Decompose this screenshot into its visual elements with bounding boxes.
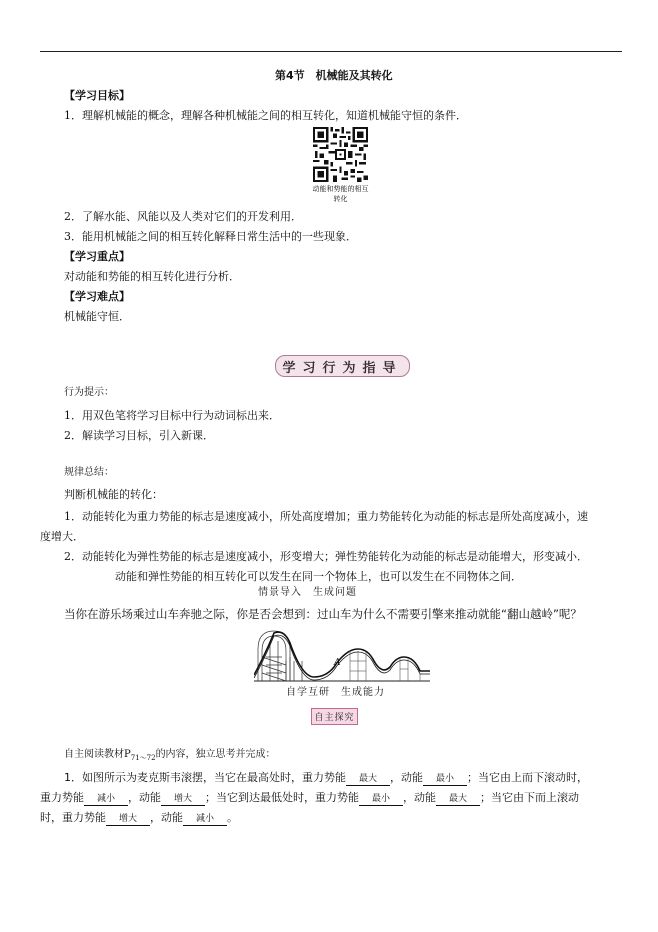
- rules-note: 动能和弹性势能的相互转化可以发生在同一个物体上，也可以发生在不同物体之间．: [115, 570, 522, 583]
- q1-answer-5: 最小: [359, 793, 403, 806]
- rule-item-1-cont: 度增大．: [40, 530, 84, 543]
- q1-answer-4: 增大: [161, 793, 205, 806]
- q1-answer-7: 增大: [106, 813, 150, 826]
- qr-caption: 动能和势能的相互转化: [312, 185, 369, 203]
- section-banner: [275, 355, 410, 377]
- point-a-label: A: [334, 658, 341, 668]
- rules-heading: 规律总结：: [64, 467, 114, 478]
- scene-question: 当你在游乐场乘过山车奔驰之际，你是否会想到：过山车为什么不需要引擎来推动就能“翻山越岭”呢？: [64, 607, 582, 621]
- tip-item-2: 2．解读学习目标，引入新课．: [64, 429, 214, 442]
- goals-heading: 【学习目标】: [64, 89, 130, 102]
- q1-answer-6: 最大: [436, 793, 480, 806]
- tip-item-1: 1．用双色笔将学习目标中行为动词标出来．: [64, 409, 280, 422]
- rule-item-1: 1．动能转化为重力势能的标志是速度减小，所处高度增加；重力势能转化为动能的标志是所处高度减小，速: [64, 510, 588, 523]
- goal-item-2: 2．了解水能、风能以及人类对它们的开发利用．: [64, 210, 302, 223]
- q1-text-1: 1．如图所示为麦克斯韦滚摆，当它在最高处时，重力势能: [64, 771, 346, 784]
- q1-text-10: ，动能: [150, 811, 183, 824]
- key-point-text: 对动能和势能的相互转化进行分析．: [64, 270, 240, 283]
- difficulty-heading: 【学习难点】: [64, 290, 130, 303]
- rules-subheading: 判断机械能的转化：: [64, 488, 163, 501]
- q1-text-2: ，动能: [390, 771, 423, 784]
- badge-text: 自主探究: [314, 713, 355, 723]
- goal-item-1: 1．理解机械能的概念，理解各种机械能之间的相互转化，知道机械能守恒的条件．: [64, 109, 467, 122]
- header-rule: [40, 51, 622, 52]
- question-1-line-3: [40, 808, 238, 828]
- q1-text-7: ，动能: [403, 791, 436, 804]
- question-1-line-1: [64, 768, 588, 788]
- tips-heading: 行为提示：: [64, 387, 114, 398]
- key-point-heading: 【学习重点】: [64, 250, 130, 263]
- intro-pages: 71～72: [130, 754, 156, 762]
- self-study-label: 自学互研 生成能力: [286, 687, 385, 698]
- q1-text-8: ；当它由下而上滚动: [480, 791, 579, 804]
- q1-text-9: 时，重力势能: [40, 811, 106, 824]
- q1-text-11: 。: [227, 811, 238, 824]
- self-study-intro: [64, 748, 276, 765]
- difficulty-text: 机械能守恒．: [64, 310, 130, 323]
- scene-label: 情景导入 生成问题: [258, 587, 357, 598]
- banner-text: 学习行为指导: [282, 360, 403, 376]
- q1-answer-2: 最小: [423, 773, 467, 786]
- q1-answer-1: 最大: [346, 773, 390, 786]
- intro-post: 的内容，独立思考并完成：: [155, 749, 276, 760]
- goal-item-3: 3．能用机械能之间的相互转化解释日常生活中的一些现象．: [64, 230, 357, 243]
- section-title: 第4节 机械能及其转化: [275, 69, 393, 82]
- qr-code-image: [313, 127, 368, 182]
- question-1-line-2: [40, 788, 579, 808]
- q1-text-5: ，动能: [128, 791, 161, 804]
- q1-answer-8: 减小: [183, 813, 227, 826]
- q1-text-3: ；当它由上而下滚动时，: [467, 771, 588, 784]
- roller-coaster-figure: [254, 627, 430, 683]
- q1-text-4: 重力势能: [40, 791, 84, 804]
- q1-text-6: ；当它到达最低处时，重力势能: [205, 791, 359, 804]
- rule-item-2: 2．动能转化为弹性势能的标志是速度减小，形变增大；弹性势能转化为动能的标志是动能增大，形变减小．: [64, 550, 588, 563]
- q1-answer-3: 减小: [84, 793, 128, 806]
- self-study-badge: [311, 708, 358, 725]
- intro-pre: 自主阅读教材P: [64, 749, 131, 760]
